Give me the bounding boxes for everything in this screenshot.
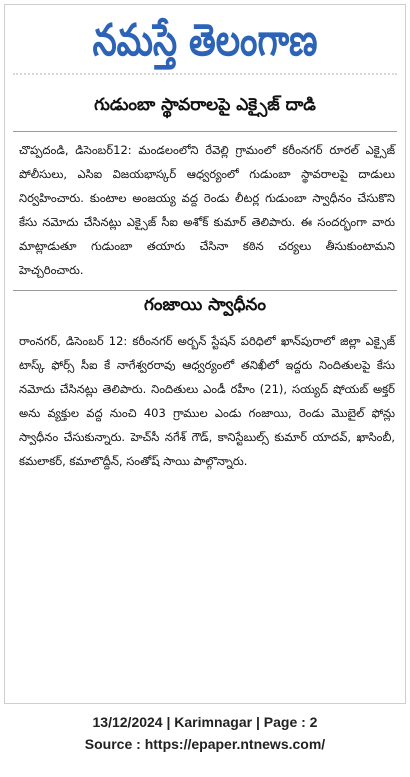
footer-date-edition: 13/12/2024 | Karimnagar | Page : 2 [92, 714, 318, 730]
article-2-body: రాంనగర్, డిసెంబర్ 12: కరీంనగర్ అర్బన్ స్టేషన్ పరిధిలో ఖాన్‌పురాలో జిల్లా ఎక్సైజ్ టాస్క్ ఫోర్స్ సీఐ కే నాగేశ్వరరావు ఆధ్వర్యంలో తనిఖీలో ఇద్దరు నిందితులపై కేసు నమోదు చేసినట్లు తెలిపారు. నిందితులు ఎండీ రహీం (21), సయ్యద్ షోయబ్ అక్తర్ అను వ్యక్తుల వద్ద నుంచి 403 గ్రాముల ఎండు గంజాయి, రెండు మొబైల్ ఫోన్లు స్వాధీనం చేసుకున్నారు. హెచ్‌సీ నగేశ్ గౌడ్, కానిస్టేబుల్స్ కుమార్ యాదవ్, ఖాసింబీ, కమలాకర్, కమాలొద్దీన్, సంతోష్ సాయి పాల్గొన్నారు. [19, 334, 395, 468]
article-2-headline: గంజాయి స్వాధీనం [13, 290, 397, 323]
newspaper-masthead: నమస్తే తెలంగాణ [92, 15, 318, 66]
news-clipping [4, 4, 406, 704]
article-1-headline: గుడుంబా స్థావరాలపై ఎక్సైజ్ దాడి [13, 85, 397, 132]
faded-text-strip [13, 73, 397, 85]
footer-source: Source : https://epaper.ntnews.com/ [84, 736, 326, 752]
article-1-body: చొప్పదండి, డిసెంబర్12: మండలంలోని రేవెల్లి గ్రామంలో కరీంనగర్ రూరల్ ఎక్సైజ్ పోలీసులు, ఎసిఐ విజయభాస్కర్ ఆధ్వర్యంలో గుడుంబా స్థావరాలపై దాడులు నిర్వహించారు. కుంటాల అంజయ్య వద్ద రెండు లీటర్ల గుడుంబా స్వాధీనం చేసుకొని కేసు నమోదు చేసినట్లు ఎక్సైజ్ సీఐ అశోక్ కుమార్ తెలిపారు. ఈ సందర్భంగా వారు మాట్లాడుతూ గుడుంబా తయారు చేసినా కఠిన చర్యలు తీసుకుంటామని హెచ్చరించారు. [19, 143, 395, 277]
